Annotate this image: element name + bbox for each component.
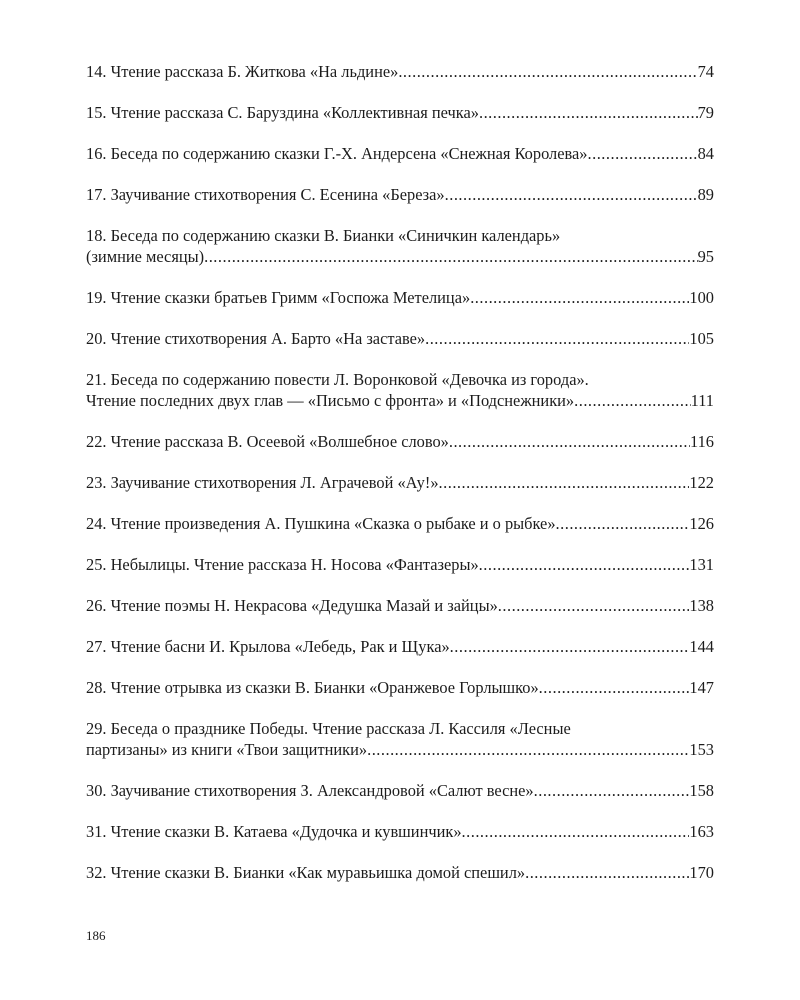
dot-leader (556, 513, 690, 534)
dot-leader (450, 636, 690, 657)
toc-entry-page: 153 (689, 740, 714, 759)
toc-entry-title: 15. Чтение рассказа С. Баруздина «Коллективная печка» (86, 103, 479, 122)
toc-entry-title-line: 21. Беседа по содержанию повести Л. Воронковой «Девочка из города». (86, 370, 589, 389)
toc-entry-page: 158 (689, 781, 714, 800)
table-of-contents (86, 61, 714, 903)
toc-entry-page: 89 (697, 185, 714, 204)
toc-entry-title: 32. Чтение сказки В. Бианки «Как муравьишка домой спешил» (86, 863, 526, 882)
toc-entry-title: 26. Чтение поэмы Н. Некрасова «Дедушка Мазай и зайцы» (86, 596, 498, 615)
toc-entry-title: 30. Заучивание стихотворения З. Александровой «Салют весне» (86, 781, 534, 800)
toc-entry (86, 862, 714, 883)
toc-entry-page: 95 (697, 247, 714, 266)
toc-entry (86, 677, 714, 698)
toc-entry-page: 163 (689, 822, 714, 841)
toc-entry-line (86, 636, 714, 657)
toc-entry (86, 225, 714, 267)
toc-entry (86, 369, 714, 411)
dot-leader (398, 61, 697, 82)
toc-entry-title: 17. Заучивание стихотворения С. Есенина «Береза» (86, 185, 445, 204)
toc-entry (86, 636, 714, 657)
page-number: 186 (86, 928, 106, 943)
toc-entry-title: 22. Чтение рассказа В. Осеевой «Волшебное слово» (86, 432, 449, 451)
toc-entry (86, 513, 714, 534)
dot-leader (449, 431, 690, 452)
toc-entry-page: 105 (689, 329, 714, 348)
toc-entry-line (86, 143, 714, 164)
toc-entry-title: Чтение последних двух глав — «Письмо с фронта» и «Подснежники» (86, 391, 575, 410)
toc-entry (86, 431, 714, 452)
toc-entry-line (86, 61, 714, 82)
dot-leader (574, 390, 690, 411)
toc-entry-line (86, 780, 714, 801)
dot-leader (470, 287, 689, 308)
toc-entry-line (86, 472, 714, 493)
toc-entry-page: 74 (697, 62, 714, 81)
toc-entry-page: 144 (689, 637, 714, 656)
toc-entry (86, 61, 714, 82)
toc-entry-page: 131 (689, 555, 714, 574)
toc-entry-line (86, 595, 714, 616)
toc-entry (86, 287, 714, 308)
dot-leader (479, 554, 690, 575)
toc-entry-title: 23. Заучивание стихотворения Л. Аграчевой «Ау!» (86, 473, 439, 492)
toc-entry-line (86, 821, 714, 842)
toc-entry (86, 718, 714, 760)
toc-entry (86, 472, 714, 493)
dot-leader (498, 595, 690, 616)
toc-entry (86, 821, 714, 842)
toc-entry-page: 122 (689, 473, 714, 492)
toc-entry-title: 24. Чтение произведения А. Пушкина «Сказка о рыбаке и о рыбке» (86, 514, 556, 533)
toc-entry-page: 84 (697, 144, 714, 163)
toc-entry (86, 143, 714, 164)
toc-entry-title-line: 18. Беседа по содержанию сказки В. Бианки «Синичкин календарь» (86, 226, 561, 245)
dot-leader (439, 472, 690, 493)
toc-entry-title: 16. Беседа по содержанию сказки Г.-Х. Андерсена «Снежная Королева» (86, 144, 588, 163)
dot-leader (534, 780, 690, 801)
toc-entry (86, 554, 714, 575)
toc-entry-line (86, 513, 714, 534)
toc-entry-line (86, 554, 714, 575)
toc-entry-title: 31. Чтение сказки В. Катаева «Дудочка и кувшинчик» (86, 822, 462, 841)
dot-leader (539, 677, 690, 698)
dot-leader (462, 821, 690, 842)
toc-entry-page: 79 (697, 103, 714, 122)
toc-entry-line (86, 184, 714, 205)
dot-leader (445, 184, 698, 205)
toc-entry-page: 116 (690, 432, 714, 451)
toc-entry (86, 102, 714, 123)
toc-entry-page: 138 (689, 596, 714, 615)
toc-entry-title: партизаны» из книги «Твои защитники» (86, 740, 368, 759)
toc-entry-title: 19. Чтение сказки братьев Гримм «Госпожа Метелица» (86, 288, 471, 307)
toc-entry-title: 25. Небылицы. Чтение рассказа Н. Носова «Фантазеры» (86, 555, 479, 574)
toc-entry-line (86, 431, 714, 452)
toc-entry-line (86, 739, 714, 760)
toc-entry-page: 170 (689, 863, 714, 882)
toc-entry-line (86, 246, 714, 267)
toc-entry-title: 28. Чтение отрывка из сказки В. Бианки «Оранжевое Горлышко» (86, 678, 539, 697)
toc-entry-title-line: 29. Беседа о празднике Победы. Чтение рассказа Л. Кассиля «Лесные (86, 719, 571, 738)
toc-entry (86, 328, 714, 349)
dot-leader (425, 328, 689, 349)
dot-leader (204, 246, 698, 267)
toc-entry-page: 147 (689, 678, 714, 697)
toc-entry-page: 126 (689, 514, 714, 533)
toc-entry-title: 14. Чтение рассказа Б. Житкова «На льдине» (86, 62, 399, 81)
toc-entry-line (86, 677, 714, 698)
dot-leader (479, 102, 698, 123)
toc-entry (86, 595, 714, 616)
toc-entry-line (86, 390, 714, 411)
toc-entry-page: 111 (690, 391, 714, 410)
dot-leader (525, 862, 689, 883)
toc-entry (86, 780, 714, 801)
toc-entry-title: 27. Чтение басни И. Крылова «Лебедь, Рак и Щука» (86, 637, 450, 656)
toc-entry-title: 20. Чтение стихотворения А. Барто «На заставе» (86, 329, 426, 348)
toc-entry-line (86, 287, 714, 308)
toc-entry (86, 184, 714, 205)
toc-entry-page: 100 (689, 288, 714, 307)
toc-entry-line (86, 862, 714, 883)
dot-leader (588, 143, 698, 164)
toc-entry-line (86, 102, 714, 123)
dot-leader (367, 739, 689, 760)
toc-entry-line (86, 328, 714, 349)
toc-entry-title: (зимние месяцы) (86, 247, 205, 266)
